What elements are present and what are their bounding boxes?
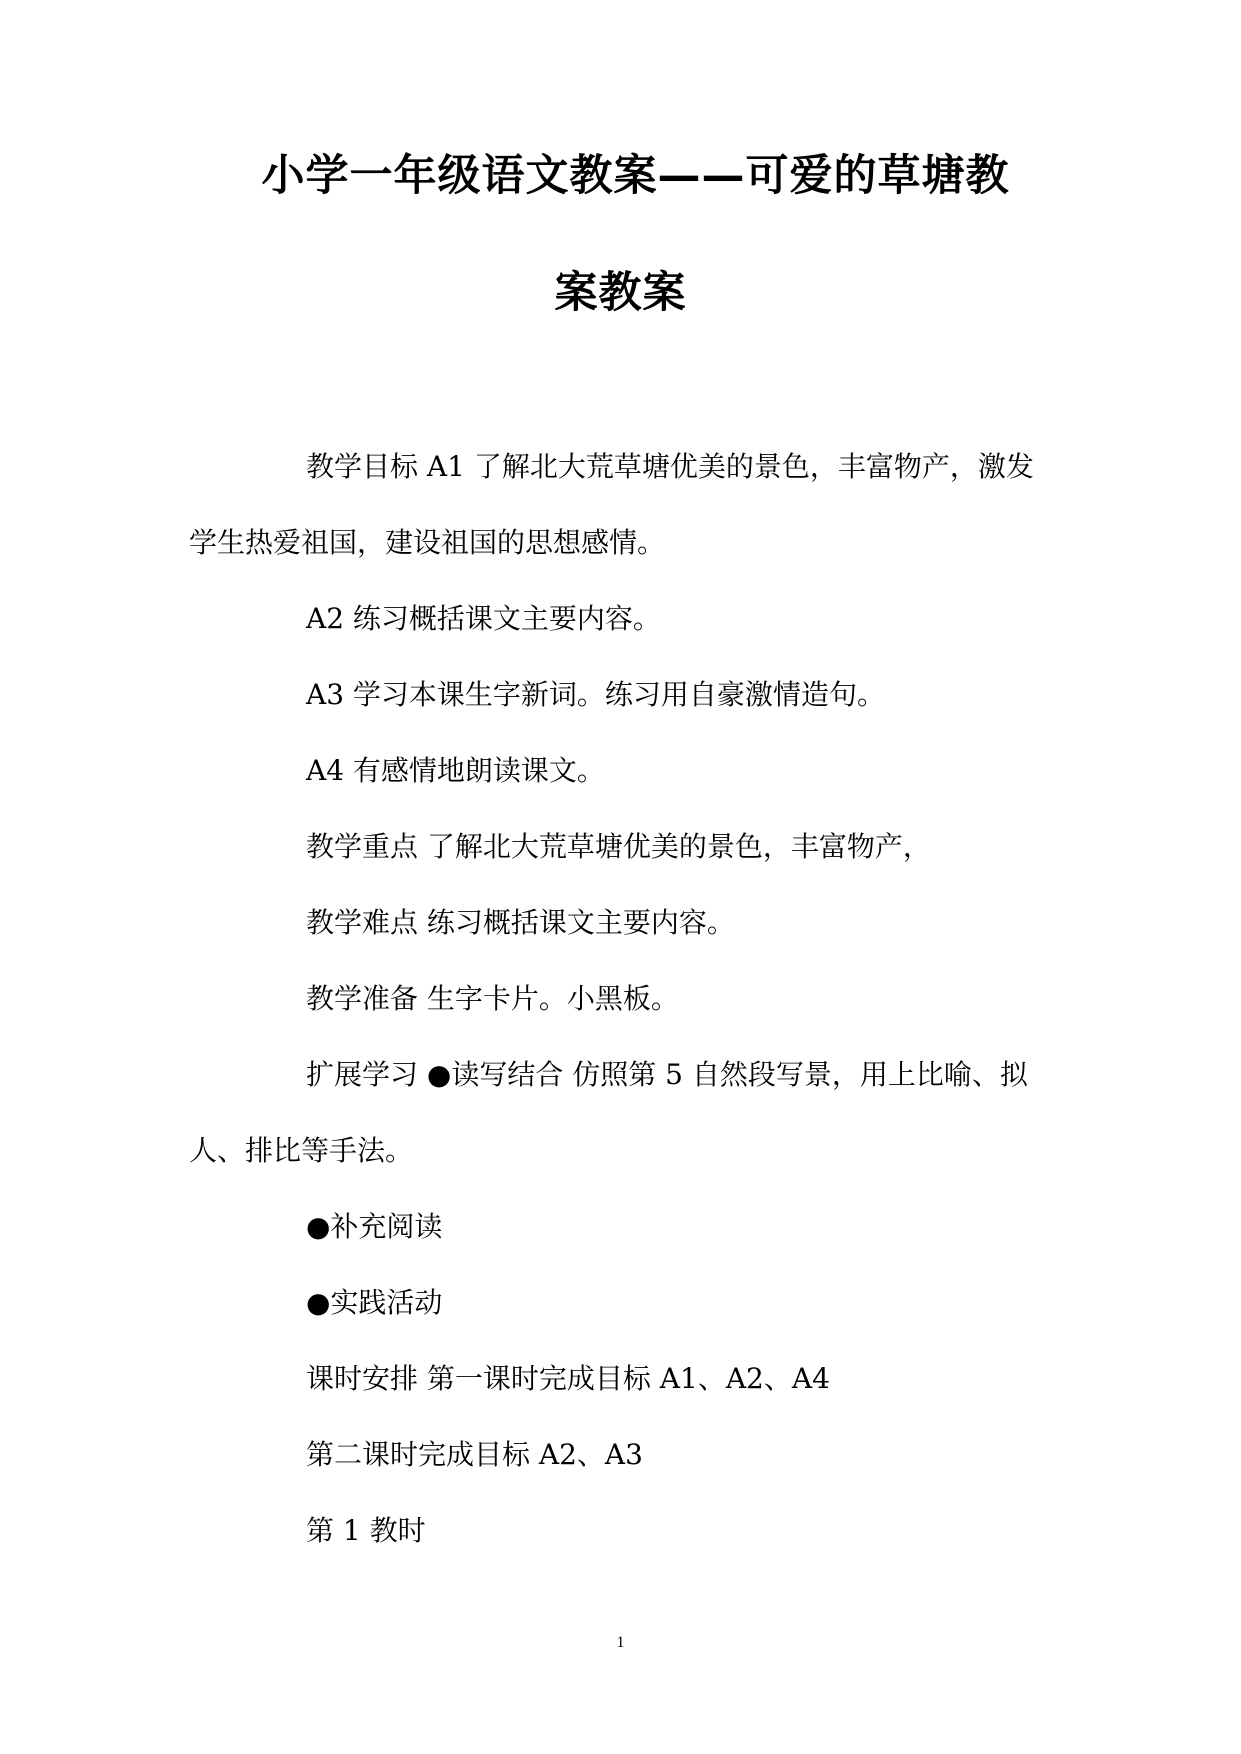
paragraph-goal-a4: A4 有感情地朗读课文。 [306,754,605,787]
paragraph-goal-a3: A3 学习本课生字新词。练习用自豪激情造句。 [306,678,885,711]
paragraph-practice-activity: ●实践活动 [306,1286,443,1319]
paragraph-key-point: 教学重点 了解北大荒草塘优美的景色，丰富物产， [306,830,931,863]
document-title-line-2: 案教案 [554,268,687,318]
paragraph-schedule: 课时安排 第一课时完成目标 A1、A2、A4 [306,1362,830,1395]
paragraph-second-lesson: 第二课时完成目标 A2、A3 [306,1438,643,1471]
paragraph-preparation: 教学准备 生字卡片。小黑板。 [306,982,679,1015]
paragraph-goal-a2: A2 练习概括课文主要内容。 [306,602,661,635]
paragraph-lesson-number: 第 1 教时 [306,1514,426,1547]
paragraph-difficulty: 教学难点 练习概括课文主要内容。 [306,906,735,939]
document-title-line-1: 小学一年级语文教案——可爱的草塘教 [261,151,1010,201]
paragraph-teaching-goal-cont: 学生热爱祖国，建设祖国的思想感情。 [189,526,666,559]
paragraph-teaching-goal: 教学目标 A1 了解北大荒草塘优美的景色，丰富物产，激发 [306,450,1034,483]
page-number: 1 [616,1634,625,1651]
paragraph-extended-learning-cont: 人、排比等手法。 [189,1134,414,1167]
paragraph-supplementary-reading: ●补充阅读 [306,1210,443,1243]
paragraph-extended-learning: 扩展学习 ●读写结合 仿照第 5 自然段写景，用上比喻、拟 [306,1058,1028,1091]
